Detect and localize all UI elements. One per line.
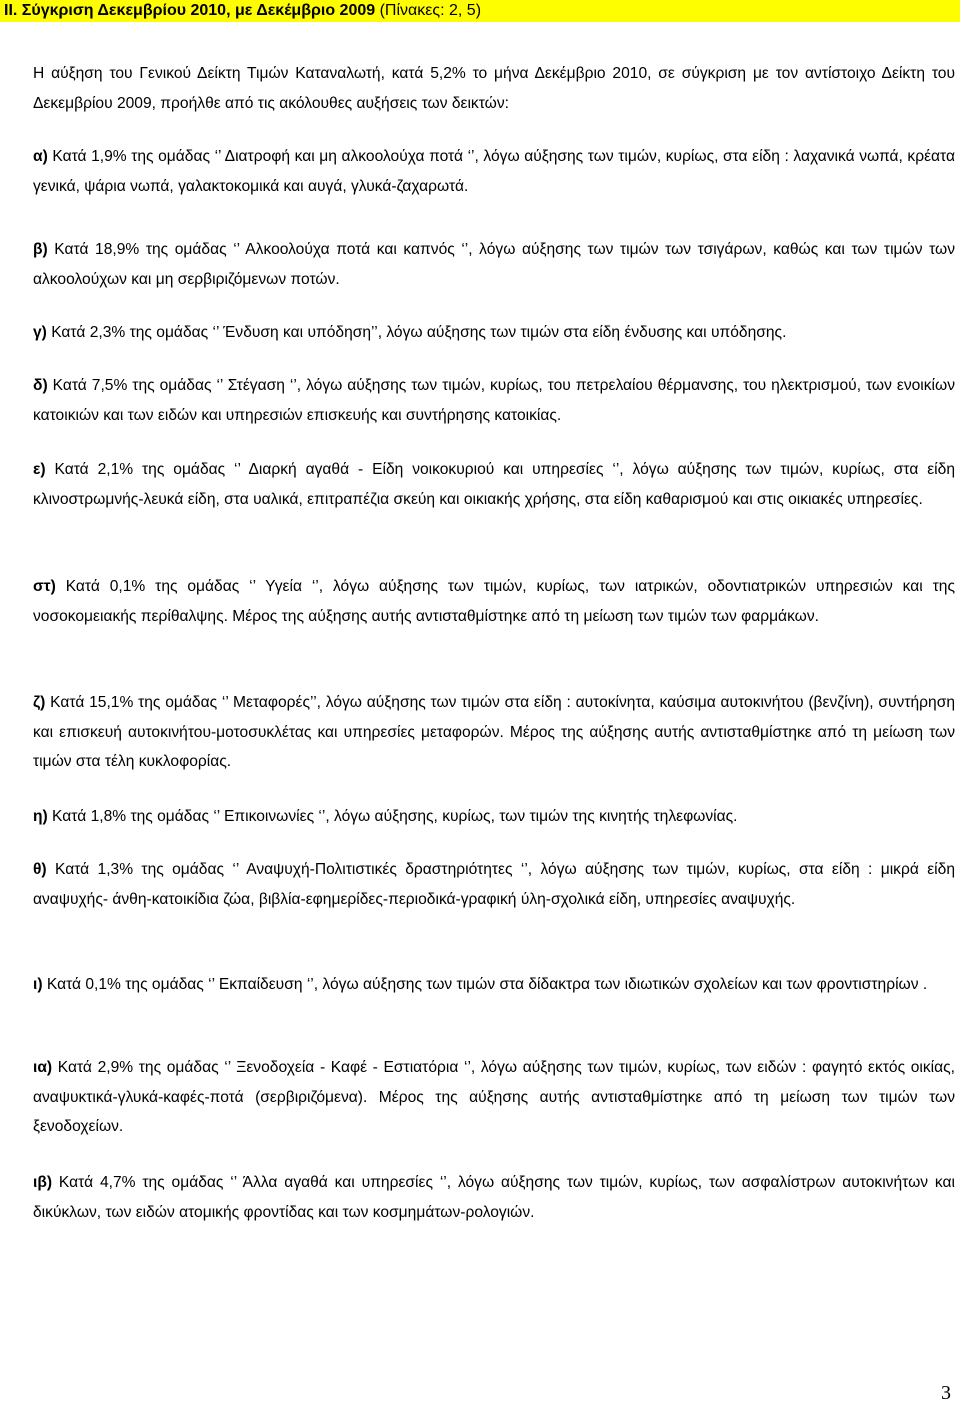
item-label: γ) xyxy=(33,324,47,341)
item-paragraph xyxy=(33,572,955,631)
item-text: Κατά 2,9% της ομάδας ‘’ Ξενοδοχεία - Καφέ - Εστιατόρια ‘’, λόγω αύξησης των τιμών, κυρίως, των ειδών : φαγητό εκτός οικίας, αναψυκτικά-γλυκά-καφές-ποτά (σερβιριζόμενα). Μέρος της αύξησης αυτής αντισταθμίστηκε από τη μείωση των τιμών των ξενοδοχείων. xyxy=(33,1059,955,1136)
item-paragraph xyxy=(33,371,955,430)
item-paragraph xyxy=(33,688,955,777)
section-heading-title: II. Σύγκριση Δεκεμβρίου 2010, με Δεκέμβριο 2009 xyxy=(4,2,376,19)
item-label: στ) xyxy=(33,578,56,595)
item-label: α) xyxy=(33,148,48,165)
item-label: ε) xyxy=(33,461,46,478)
item-paragraph xyxy=(33,1053,955,1142)
item-text: Κατά 0,1% της ομάδας ‘’ Εκπαίδευση ‘’, λόγω αύξησης των τιμών στα δίδακτρα των ιδιωτικών σχολείων και των φροντιστηρίων . xyxy=(42,976,928,993)
section-heading-tables-ref: (Πίνακες: 2, 5) xyxy=(375,2,482,19)
item-text: Κατά 1,3% της ομάδας ‘’ Αναψυχή-Πολιτιστικές δραστηριότητες ‘’, λόγω αύξησης των τιμών, κυρίως, στα είδη : μικρά είδη αναψυχής- άνθη-κατοικίδια ζώα, βιβλία-εφημερίδες-περιοδικά-γραφική ύλη-σχολικά είδη, υπηρεσίες αναψυχής. xyxy=(33,861,955,908)
item-text: Κατά 1,9% της ομάδας ‘’ Διατροφή και μη αλκοολούχα ποτά ‘’, λόγω αύξησης των τιμών, κυρίως, στα είδη : λαχανικά νωπά, κρέατα γενικά, ψάρια νωπά, γαλακτοκομικά και αυγά, γλυκά-ζαχαρωτά. xyxy=(33,148,955,195)
item-paragraph xyxy=(33,855,955,914)
item-text: Κατά 15,1% της ομάδας ‘’ Μεταφορές’’, λόγω αύξησης των τιμών στα είδη : αυτοκίνητα, καύσιμα αυτοκινήτου (βενζίνη), συντήρηση και επισκευή αυτοκινήτου-μοτοσυκλέτας και υπηρεσίες μεταφορών. Μέρος της αύξησης αυτής αντισταθμίστηκε από τη μείωση των τιμών στα τέλη κυκλοφορίας. xyxy=(33,694,955,771)
item-paragraph xyxy=(33,235,955,294)
item-label: ζ) xyxy=(33,694,46,711)
item-paragraph xyxy=(33,1168,955,1227)
item-text: Κατά 1,8% της ομάδας ‘’ Επικοινωνίες ‘’, λόγω αύξησης, κυρίως, των τιμών της κινητής τηλεφωνίας. xyxy=(47,808,738,825)
item-text: Κατά 0,1% της ομάδας ‘’ Υγεία ‘’, λόγω αύξησης των τιμών, κυρίως, των ιατρικών, οδοντιατρικών υπηρεσιών και της νοσοκομειακής περίθαλψης. Μέρος της αύξησης αυτής αντισταθμίστηκε από τη μείωση των τιμών των φαρμάκων. xyxy=(33,578,955,625)
item-paragraph xyxy=(33,455,955,514)
section-heading xyxy=(4,1,481,21)
item-text: Κατά 2,1% της ομάδας ‘’ Διαρκή αγαθά - Είδη νοικοκυριού και υπηρεσίες ‘’, λόγω αύξησης των τιμών, κυρίως, στα είδη κλινοστρωμνής-λευκά είδη, στα υαλικά, επιτραπέζια σκεύη και οικιακής χρήσης, στα είδη καθαρισμού και στις οικιακές υπηρεσίες. xyxy=(33,461,955,508)
item-paragraph xyxy=(33,970,955,1000)
item-label: β) xyxy=(33,241,48,258)
item-text: Κατά 7,5% της ομάδας ‘’ Στέγαση ‘’, λόγω αύξησης των τιμών, κυρίως, του πετρελαίου θέρμανσης, του ηλεκτρισμού, των ενοικίων κατοικιών και των ειδών και υπηρεσιών επισκευής και συντήρησης κατοικίας. xyxy=(33,377,955,424)
item-paragraph xyxy=(33,802,955,832)
item-label: ι) xyxy=(33,976,43,993)
intro-paragraph: Η αύξηση του Γενικού Δείκτη Τιμών Καταναλωτή, κατά 5,2% το μήνα Δεκέμβριο 2010, σε σύγκριση με τον αντίστοιχο Δείκτη του Δεκεμβρίου 2009, προήλθε από τις ακόλουθες αυξήσεις των δεικτών: xyxy=(33,65,955,112)
item-paragraph xyxy=(33,318,955,348)
item-label: θ) xyxy=(33,861,47,878)
item-paragraph xyxy=(33,142,955,201)
item-label: ιβ) xyxy=(33,1174,53,1191)
item-text: Κατά 18,9% της ομάδας ‘’ Αλκοολούχα ποτά και καπνός ‘’, λόγω αύξησης των τιμών των τσιγάρων, καθώς και των τιμών των αλκοολούχων και μη σερβιριζόμενων ποτών. xyxy=(33,241,955,288)
item-text: Κατά 4,7% της ομάδας ‘’ Άλλα αγαθά και υπηρεσίες ‘’, λόγω αύξησης των τιμών, κυρίως, των ασφαλίστρων αυτοκινήτων και δικύκλων, των ειδών ατομικής φροντίδας και των κοσμημάτων-ρολογιών. xyxy=(33,1174,955,1221)
item-label: ια) xyxy=(33,1059,53,1076)
page-number: 3 xyxy=(941,1382,951,1404)
item-label: δ) xyxy=(33,377,48,394)
item-label: η) xyxy=(33,808,48,825)
item-text: Κατά 2,3% της ομάδας ‘’ Ένδυση και υπόδηση’’, λόγω αύξησης των τιμών στα είδη ένδυσης και υπόδησης. xyxy=(46,324,787,341)
